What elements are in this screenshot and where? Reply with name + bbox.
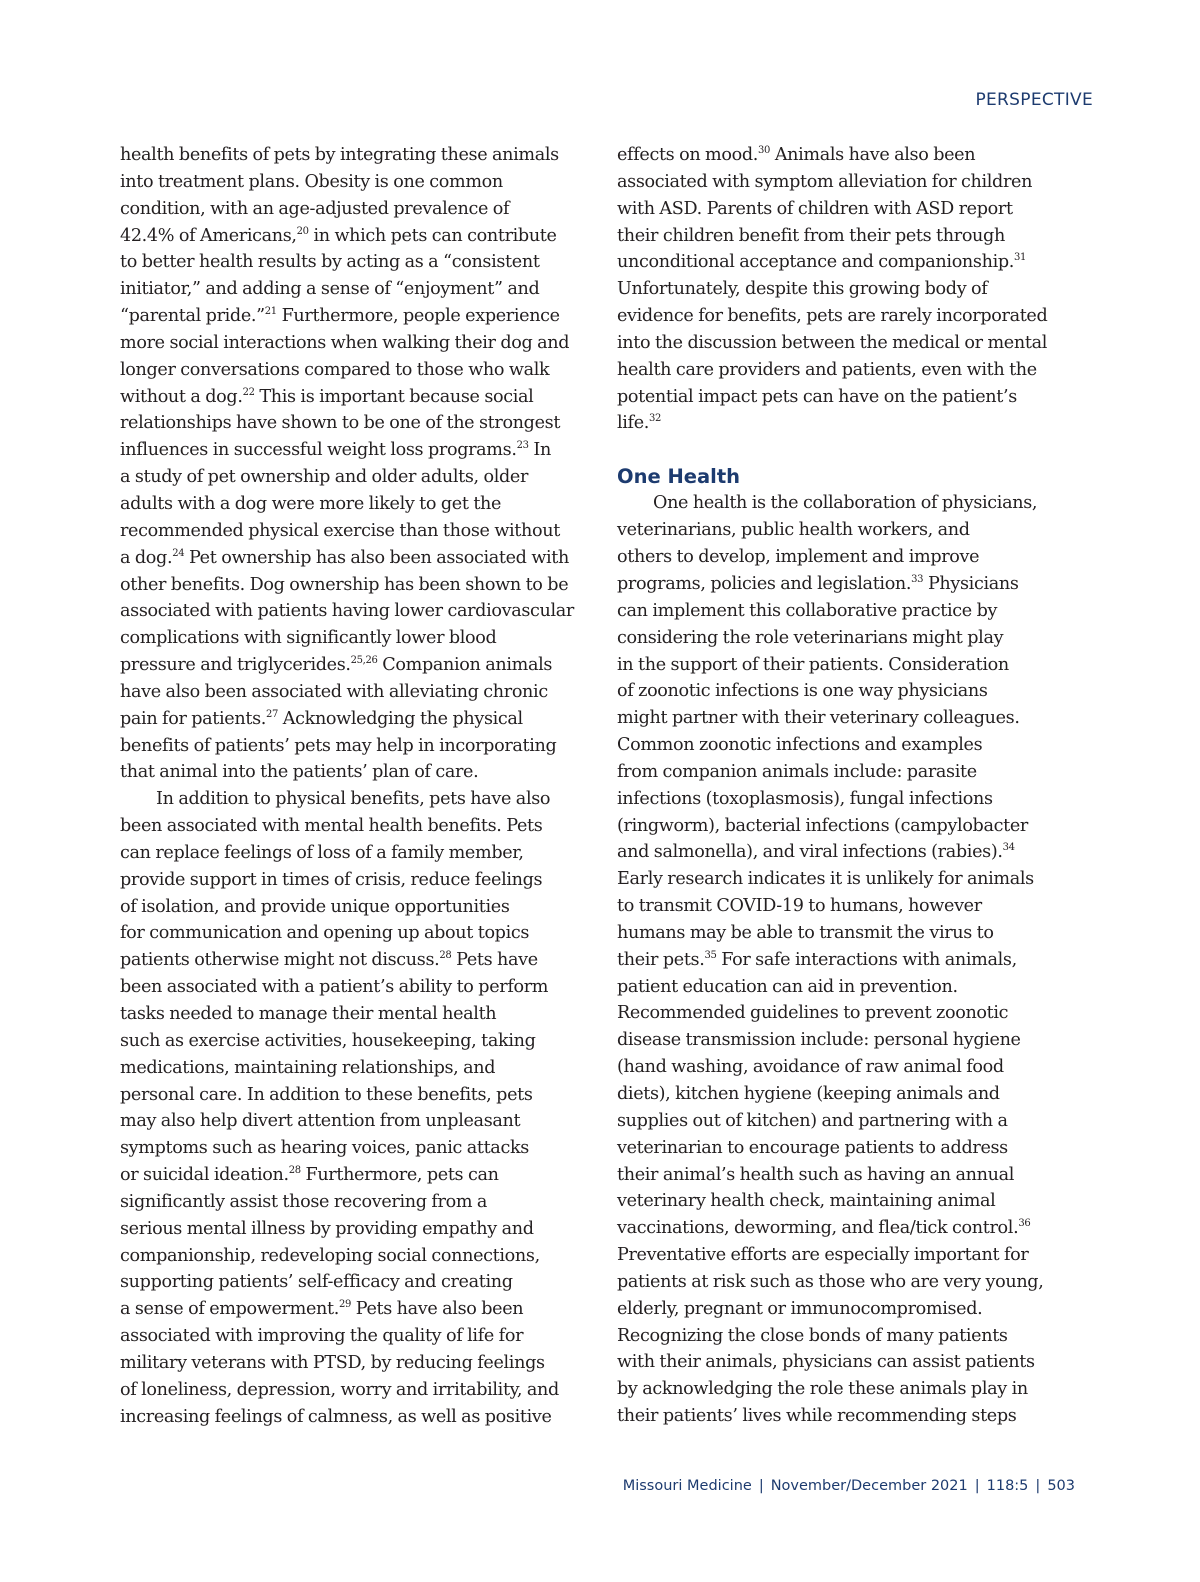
line-text: their pets. bbox=[617, 949, 705, 970]
citation-superscript: 31 bbox=[1014, 252, 1027, 264]
text-line bbox=[617, 410, 1092, 463]
line-text: of loneliness, depression, worry and irritability, and bbox=[120, 1379, 559, 1400]
line-text: more social interactions when walking their dog and bbox=[120, 332, 570, 353]
citation-superscript: 25,26 bbox=[350, 655, 378, 667]
line-text: into treatment plans. Obesity is one common bbox=[120, 171, 503, 192]
text-line bbox=[120, 169, 595, 196]
text-line bbox=[617, 1269, 1092, 1296]
line-text: adults with a dog were more likely to get the bbox=[120, 493, 502, 514]
text-line bbox=[120, 464, 595, 491]
line-text: a study of pet ownership and older adults, older bbox=[120, 467, 529, 488]
line-text: to better health results by acting as a “consistent bbox=[120, 252, 540, 273]
text-line bbox=[617, 1108, 1092, 1135]
section-heading: One Health bbox=[617, 465, 741, 489]
text-line bbox=[617, 517, 1092, 544]
citation-superscript: 21 bbox=[264, 306, 277, 318]
line-text: have also been associated with alleviating chronic bbox=[120, 681, 548, 702]
line-text: programs, policies and legislation. bbox=[617, 573, 912, 594]
line-text: complications with significantly lower blood bbox=[120, 628, 497, 649]
line-text-continued: Pets have also been bbox=[351, 1299, 524, 1320]
line-text: health care providers and patients, even with the bbox=[617, 359, 1037, 380]
text-line bbox=[617, 571, 1092, 598]
citation-superscript: 34 bbox=[1002, 842, 1015, 854]
line-text: been associated with a patient’s ability to perform bbox=[120, 977, 549, 998]
right-text-column bbox=[617, 142, 1092, 1430]
section-label: PERSPECTIVE bbox=[975, 90, 1093, 110]
line-text: supporting patients’ self-efficacy and creating bbox=[120, 1272, 513, 1293]
text-line bbox=[120, 1108, 595, 1135]
line-text-continued: Companion animals bbox=[377, 655, 553, 676]
footer-separator: | bbox=[758, 1478, 764, 1494]
text-line bbox=[617, 142, 1092, 169]
footer-separator: | bbox=[1035, 1478, 1041, 1494]
line-text: in the support of their patients. Consideration bbox=[617, 654, 1009, 675]
line-text: for communication and opening up about topics bbox=[120, 923, 530, 944]
line-text: may also help divert attention from unpleasant bbox=[120, 1111, 521, 1132]
text-line bbox=[617, 1296, 1092, 1323]
text-line bbox=[617, 1000, 1092, 1027]
line-text: of zoonotic infections is one way physicians bbox=[617, 681, 988, 702]
text-line bbox=[617, 705, 1092, 732]
text-line bbox=[617, 786, 1092, 813]
footer-separator: | bbox=[974, 1478, 980, 1494]
line-text-continued: In bbox=[528, 440, 551, 461]
text-line bbox=[617, 1162, 1092, 1189]
text-line bbox=[617, 974, 1092, 1001]
line-text: disease transmission include: personal hygiene bbox=[617, 1030, 1021, 1051]
text-line bbox=[120, 786, 595, 813]
line-text: health benefits of pets by integrating these animals bbox=[120, 145, 559, 165]
text-line bbox=[120, 437, 595, 464]
text-line bbox=[120, 1216, 595, 1243]
line-text: Recommended guidelines to prevent zoonotic bbox=[617, 1003, 1009, 1024]
text-line bbox=[120, 249, 595, 276]
text-line bbox=[617, 544, 1092, 571]
line-text-continued: Furthermore, pets can bbox=[300, 1165, 499, 1186]
text-line bbox=[120, 1269, 595, 1296]
text-line bbox=[120, 1404, 595, 1431]
line-text: personal care. In addition to these benefits, pets bbox=[120, 1084, 533, 1105]
page-number: 503 bbox=[1047, 1478, 1075, 1494]
line-text: In addition to physical benefits, pets have also bbox=[156, 789, 551, 810]
line-text: medications, maintaining relationships, and bbox=[120, 1057, 496, 1078]
line-text: (ringworm), bacterial infections (campylobacter bbox=[617, 815, 1028, 836]
line-text: their patients’ lives while recommending steps bbox=[617, 1406, 1017, 1427]
line-text: benefits of patients’ pets may help in incorporating bbox=[120, 735, 557, 756]
text-line bbox=[120, 330, 595, 357]
journal-name: Missouri Medicine bbox=[622, 1478, 752, 1494]
text-line bbox=[617, 1215, 1092, 1242]
text-line bbox=[617, 196, 1092, 223]
line-text-continued: Animals have also been bbox=[770, 145, 976, 165]
line-text: been associated with mental health benefits. Pets bbox=[120, 816, 543, 837]
citation-superscript: 27 bbox=[266, 708, 279, 720]
text-line bbox=[120, 813, 595, 840]
text-line bbox=[617, 1188, 1092, 1215]
line-text: 42.4% of Americans, bbox=[120, 225, 297, 246]
line-text: by acknowledging the role these animals play in bbox=[617, 1379, 1028, 1400]
text-line bbox=[617, 625, 1092, 652]
line-text: can implement this collaborative practice by bbox=[617, 600, 998, 621]
text-line bbox=[120, 410, 595, 437]
line-text: supplies out of kitchen) and partnering with a bbox=[617, 1110, 1008, 1131]
text-line bbox=[617, 249, 1092, 276]
line-text: increasing feelings of calmness, as well as positive bbox=[120, 1406, 552, 1427]
text-line bbox=[120, 706, 595, 733]
line-text: evidence for benefits, pets are rarely incorporated bbox=[617, 306, 1048, 327]
line-text: and salmonella), and viral infections (rabies). bbox=[617, 842, 1003, 863]
line-text: without a dog. bbox=[120, 386, 243, 407]
text-line bbox=[617, 678, 1092, 705]
line-text: elderly, pregnant or immunocompromised. bbox=[617, 1298, 983, 1319]
line-text: relationships have shown to be one of the strongest bbox=[120, 413, 561, 434]
line-text: considering the role veterinarians might play bbox=[617, 627, 1004, 648]
citation-superscript: 33 bbox=[911, 573, 924, 585]
text-line bbox=[617, 384, 1092, 411]
text-line bbox=[617, 1081, 1092, 1108]
line-text: pressure and triglycerides. bbox=[120, 655, 351, 676]
text-line bbox=[120, 867, 595, 894]
text-line bbox=[617, 759, 1092, 786]
line-text: such as exercise activities, housekeeping, taking bbox=[120, 1030, 536, 1051]
line-text: vaccinations, deworming, and flea/tick control. bbox=[617, 1218, 1019, 1239]
text-line bbox=[120, 276, 595, 303]
line-text: patients at risk such as those who are very young, bbox=[617, 1271, 1044, 1292]
line-text: associated with symptom alleviation for children bbox=[617, 171, 1033, 192]
line-text: significantly assist those recovering from a bbox=[120, 1191, 488, 1212]
line-text: tasks needed to manage their mental health bbox=[120, 1004, 497, 1024]
text-line bbox=[617, 1054, 1092, 1081]
text-line bbox=[120, 1055, 595, 1082]
text-line bbox=[120, 545, 595, 572]
issue-date: November/December 2021 bbox=[770, 1478, 968, 1494]
line-text: associated with improving the quality of life for bbox=[120, 1326, 524, 1347]
text-line bbox=[120, 1082, 595, 1109]
line-text: influences in successful weight loss programs. bbox=[120, 440, 517, 461]
line-text: Common zoonotic infections and examples bbox=[617, 735, 983, 756]
text-line bbox=[120, 357, 595, 384]
text-line bbox=[617, 732, 1092, 759]
line-text-continued: For safe interactions with animals, bbox=[716, 949, 1017, 970]
text-line bbox=[617, 169, 1092, 196]
left-text-column bbox=[120, 142, 595, 1431]
line-text: One health is the collaboration of physicians, bbox=[653, 493, 1038, 514]
text-line bbox=[120, 572, 595, 599]
text-line bbox=[617, 490, 1092, 517]
line-text-continued: Pets have bbox=[451, 950, 538, 971]
text-line bbox=[120, 733, 595, 760]
text-line bbox=[120, 1028, 595, 1055]
line-text: (hand washing, avoidance of raw animal food bbox=[617, 1057, 1004, 1078]
text-line bbox=[617, 1323, 1092, 1350]
text-line bbox=[120, 196, 595, 223]
text-line bbox=[120, 840, 595, 867]
citation-superscript: 35 bbox=[704, 949, 717, 961]
line-text: condition, with an age-adjusted prevalence of bbox=[120, 198, 510, 219]
line-text: Unfortunately, despite this growing body of bbox=[617, 279, 988, 300]
line-text: humans may be able to transmit the virus to bbox=[617, 922, 994, 943]
line-text: their animal’s health such as having an annual bbox=[617, 1164, 1014, 1185]
text-line bbox=[617, 357, 1092, 384]
line-text: serious mental illness by providing empathy and bbox=[120, 1218, 534, 1239]
text-line bbox=[120, 894, 595, 921]
line-text: infections (toxoplasmosis), fungal infections bbox=[617, 788, 993, 809]
line-text: longer conversations compared to those who walk bbox=[120, 359, 550, 380]
line-text: or suicidal ideation. bbox=[120, 1165, 289, 1186]
citation-superscript: 22 bbox=[242, 386, 255, 398]
text-line bbox=[120, 384, 595, 411]
text-line bbox=[120, 1189, 595, 1216]
line-text: veterinarians, public health workers, and bbox=[617, 520, 970, 541]
citation-superscript: 29 bbox=[338, 1299, 351, 1311]
line-text: patient education can aid in prevention. bbox=[617, 976, 958, 997]
text-line bbox=[120, 1350, 595, 1377]
citation-superscript: 24 bbox=[172, 547, 185, 559]
text-line bbox=[617, 1135, 1092, 1162]
citation-superscript: 23 bbox=[516, 440, 529, 452]
page-footer bbox=[623, 1478, 1075, 1494]
line-text: recommended physical exercise than those without bbox=[120, 520, 560, 541]
line-text: with their animals, physicians can assist patients bbox=[617, 1352, 1035, 1373]
text-line bbox=[120, 491, 595, 518]
line-text: patients otherwise might not discuss. bbox=[120, 950, 440, 971]
text-line bbox=[120, 1296, 595, 1323]
text-line bbox=[617, 947, 1092, 974]
line-text: from companion animals include: parasite bbox=[617, 761, 977, 782]
text-line bbox=[120, 1162, 595, 1189]
line-text: of isolation, and provide unique opportunities bbox=[120, 896, 510, 917]
line-text: veterinary health check, maintaining animal bbox=[617, 1191, 996, 1212]
line-text: into the discussion between the medical or mental bbox=[617, 332, 1047, 353]
line-text-continued: Acknowledging the physical bbox=[278, 708, 523, 729]
line-text: potential impact pets can have on the patient’s bbox=[617, 386, 1017, 407]
line-text: pain for patients. bbox=[120, 708, 266, 729]
line-text-continued: in which pets can contribute bbox=[308, 225, 557, 246]
citation-superscript: 36 bbox=[1018, 1218, 1031, 1230]
line-text: others to develop, implement and improve bbox=[617, 547, 980, 568]
text-line bbox=[120, 1243, 595, 1270]
text-line bbox=[120, 974, 595, 1001]
line-text: symptoms such as hearing voices, panic attacks bbox=[120, 1138, 529, 1159]
text-line bbox=[120, 625, 595, 652]
text-line bbox=[617, 893, 1092, 920]
line-text: a dog. bbox=[120, 547, 173, 568]
line-text: Early research indicates it is unlikely for animals bbox=[617, 869, 1034, 890]
text-line bbox=[617, 839, 1092, 866]
line-text: associated with patients having lower cardiovascular bbox=[120, 601, 574, 622]
line-text: a sense of empowerment. bbox=[120, 1299, 339, 1320]
text-line bbox=[617, 652, 1092, 679]
text-line bbox=[617, 330, 1092, 357]
citation-superscript: 30 bbox=[758, 145, 771, 156]
text-line bbox=[617, 1403, 1092, 1430]
line-text: unconditional acceptance and companionship. bbox=[617, 252, 1015, 273]
line-text: can replace feelings of loss of a family member, bbox=[120, 842, 524, 863]
line-text: military veterans with PTSD, by reducing feelings bbox=[120, 1352, 545, 1373]
citation-superscript: 20 bbox=[296, 225, 309, 237]
line-text-continued: Furthermore, people experience bbox=[276, 306, 560, 327]
line-text: Recognizing the close bonds of many patients bbox=[617, 1325, 1008, 1346]
line-text: “parental pride.” bbox=[120, 306, 265, 327]
text-line bbox=[617, 223, 1092, 250]
text-line bbox=[617, 598, 1092, 625]
text-line bbox=[617, 1242, 1092, 1269]
line-text: that animal into the patients’ plan of care. bbox=[120, 762, 479, 783]
volume-issue: 118:5 bbox=[986, 1478, 1029, 1494]
text-line bbox=[617, 920, 1092, 947]
line-text-continued: Pet ownership has also been associated with bbox=[184, 547, 570, 568]
text-line bbox=[120, 679, 595, 706]
text-line bbox=[617, 303, 1092, 330]
text-line bbox=[120, 1001, 595, 1028]
text-line bbox=[120, 652, 595, 679]
text-line bbox=[617, 813, 1092, 840]
line-text: to transmit COVID-19 to humans, however bbox=[617, 896, 982, 917]
text-line bbox=[617, 866, 1092, 893]
line-text: effects on mood. bbox=[617, 145, 759, 165]
text-line bbox=[120, 518, 595, 545]
line-text: might partner with their veterinary colleagues. bbox=[617, 708, 1020, 729]
text-line bbox=[617, 1027, 1092, 1054]
text-line bbox=[120, 947, 595, 974]
text-line bbox=[120, 1323, 595, 1350]
text-line bbox=[120, 920, 595, 947]
line-text: initiator,” and adding a sense of “enjoyment” and bbox=[120, 279, 540, 300]
text-line bbox=[120, 1377, 595, 1404]
line-text: veterinarian to encourage patients to address bbox=[617, 1137, 1008, 1158]
text-line bbox=[120, 142, 595, 169]
citation-superscript: 28 bbox=[439, 950, 452, 962]
line-text-continued: This is important because social bbox=[254, 386, 534, 407]
text-line bbox=[120, 598, 595, 625]
text-line bbox=[120, 1135, 595, 1162]
line-text: provide support in times of crisis, reduce feelings bbox=[120, 869, 543, 890]
citation-superscript: 28 bbox=[288, 1165, 301, 1177]
line-text: their children benefit from their pets through bbox=[617, 225, 1005, 246]
text-line bbox=[120, 303, 595, 330]
line-text: life. bbox=[617, 413, 650, 434]
text-line bbox=[617, 1349, 1092, 1376]
line-text-continued: Physicians bbox=[923, 573, 1019, 594]
line-text: companionship, redeveloping social connections, bbox=[120, 1245, 540, 1266]
line-text: with ASD. Parents of children with ASD report bbox=[617, 198, 1013, 219]
line-text: other benefits. Dog ownership has been shown to be bbox=[120, 574, 569, 595]
line-text: Preventative efforts are especially important for bbox=[617, 1245, 1029, 1266]
text-line bbox=[617, 1376, 1092, 1403]
text-line bbox=[617, 276, 1092, 303]
line-text: diets), kitchen hygiene (keeping animals and bbox=[617, 1084, 1000, 1104]
citation-superscript: 32 bbox=[649, 413, 662, 425]
text-line bbox=[120, 223, 595, 250]
text-line bbox=[120, 759, 595, 786]
